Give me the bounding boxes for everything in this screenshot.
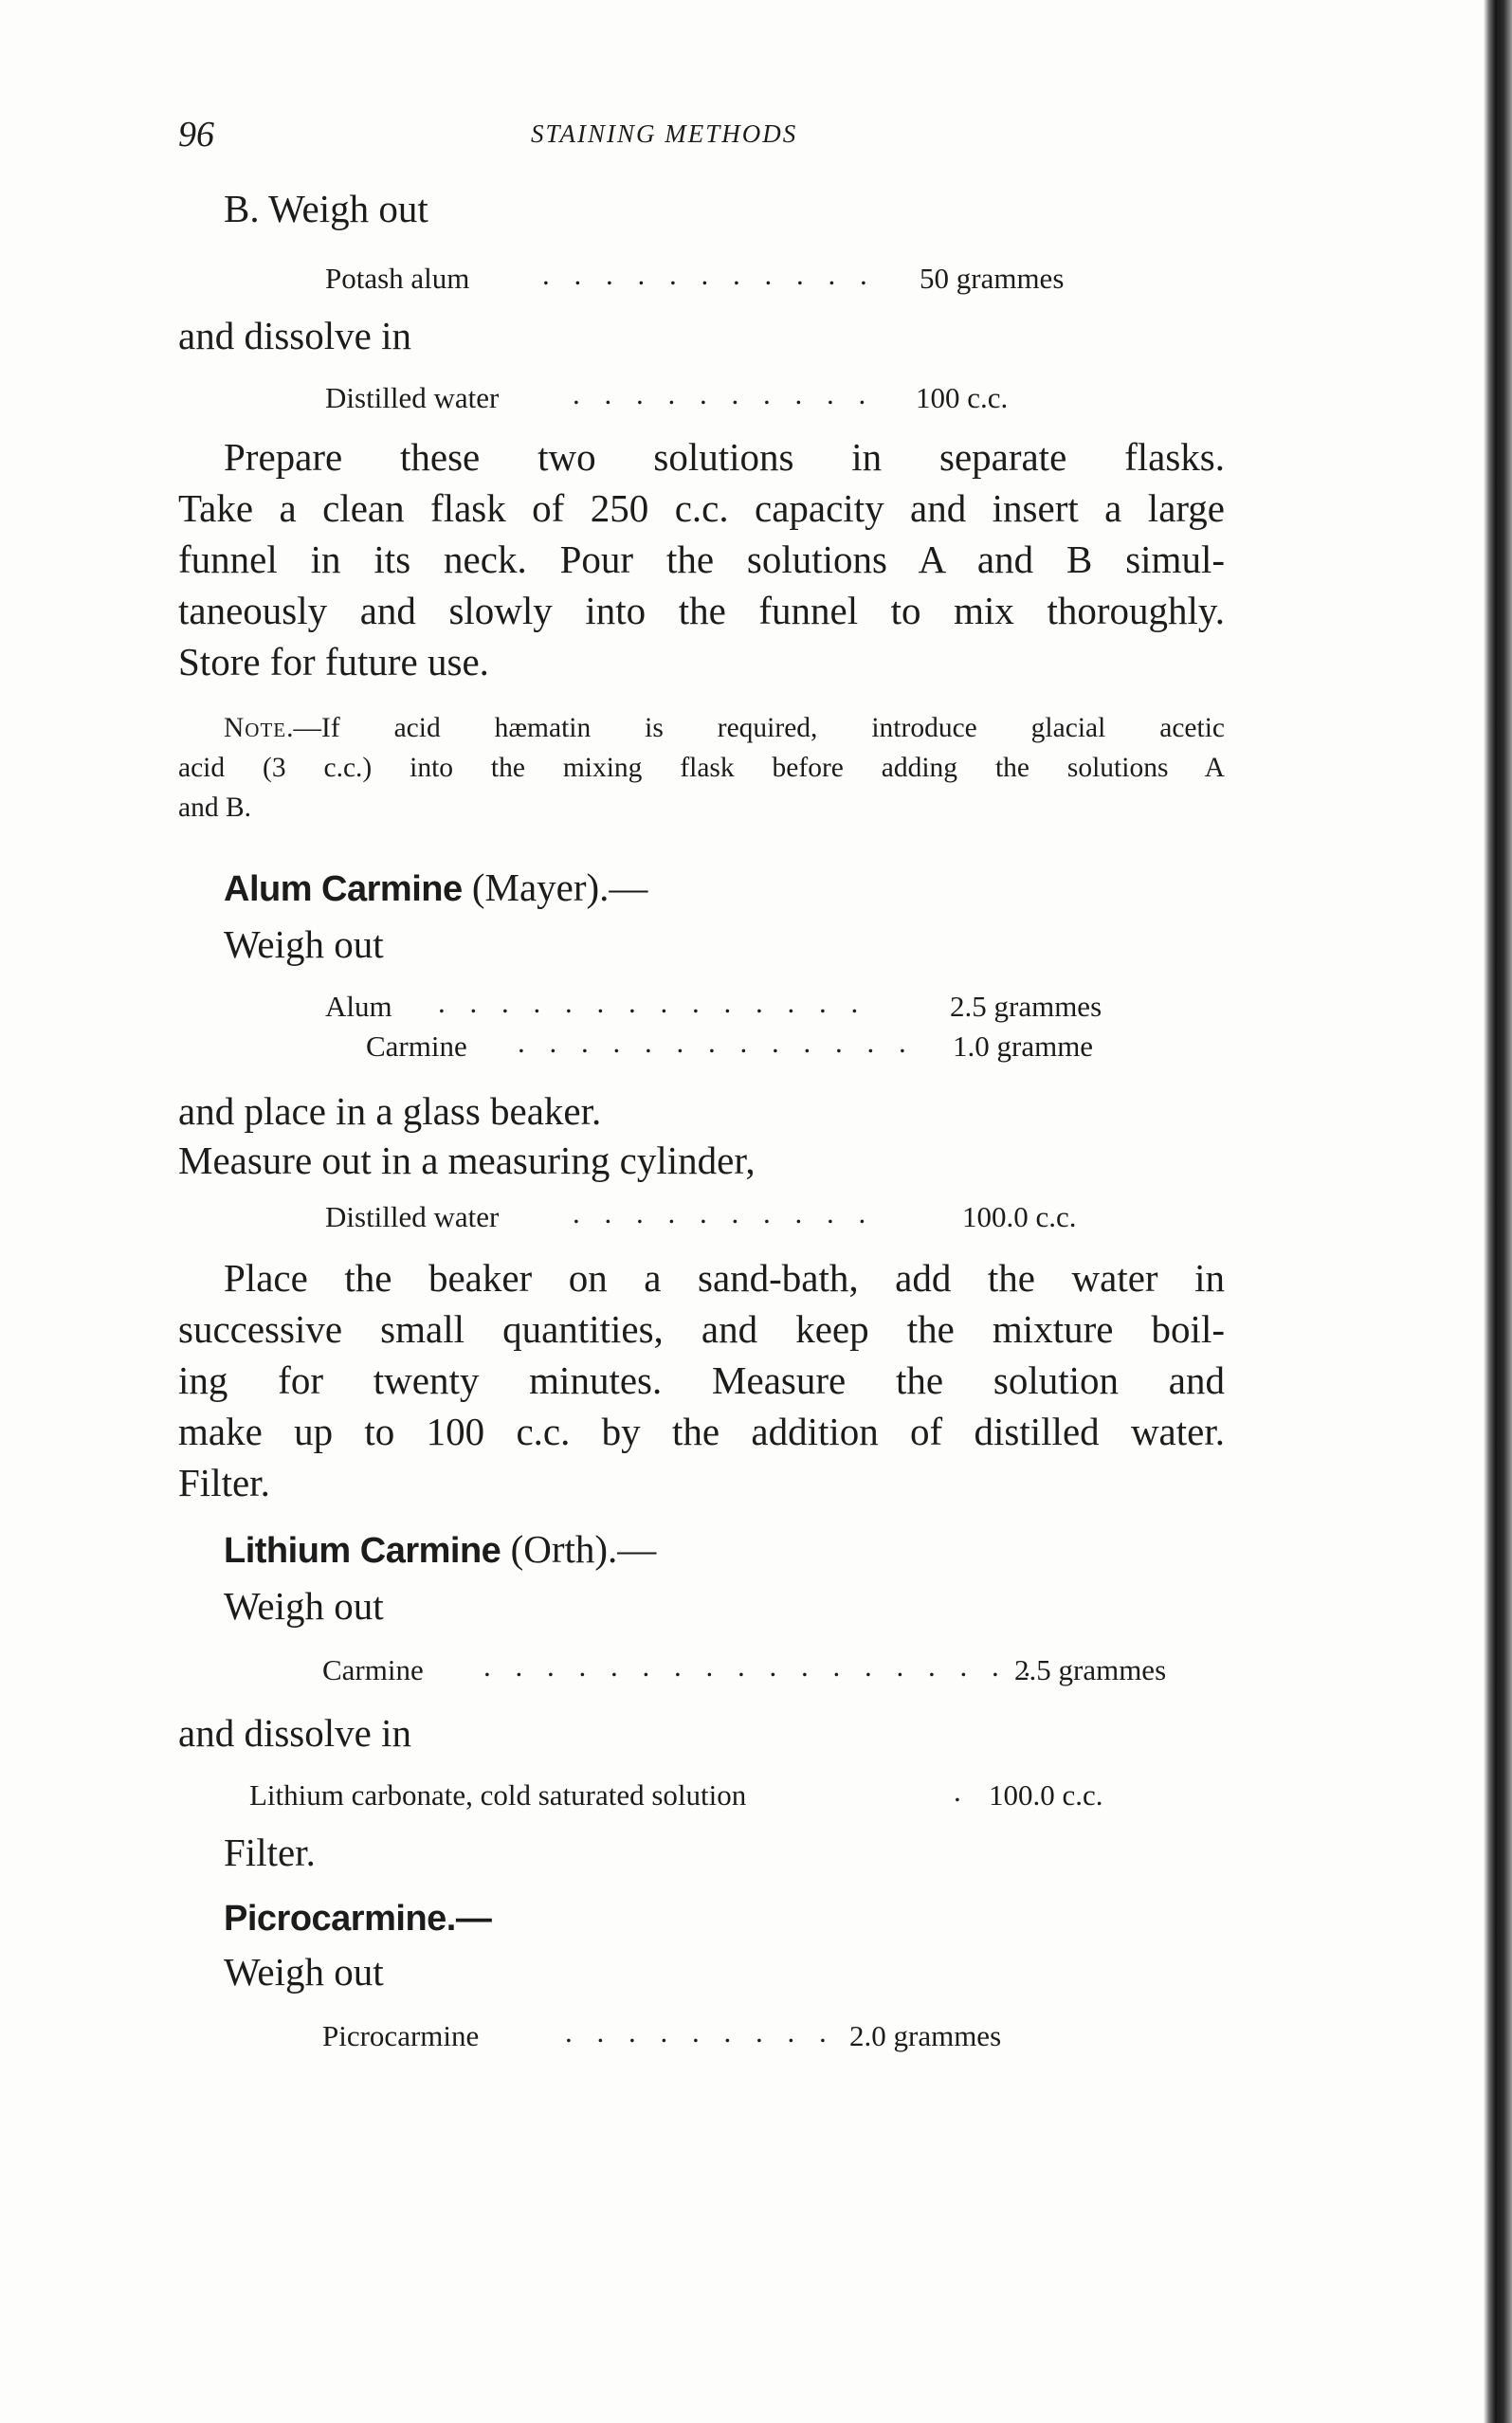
page-edge-shadow xyxy=(1484,0,1512,2423)
place-in-beaker-text: and place in a glass beaker. xyxy=(178,1089,602,1133)
instruction-line-3: funnel in its neck. Pour the solutions A and B simul- xyxy=(178,537,1225,581)
alum-carmine-weigh-out: Weigh out xyxy=(224,922,384,966)
alum-amount: 2.5 grammes xyxy=(950,990,1102,1023)
distilled-water-name: Distilled water xyxy=(325,381,500,414)
potash-alum-name: Potash alum xyxy=(325,262,470,295)
lithium-dissolve-in-text: and dissolve in xyxy=(178,1711,411,1755)
lithium-carbonate-dots: . xyxy=(954,1775,961,1808)
lithium-carmine-heading-rest: (Orth).— xyxy=(501,1527,657,1571)
lithium-carmine-heading-bold: Lithium Carmine xyxy=(224,1531,501,1571)
lithium-carmine-item-amount: 2.5 grammes xyxy=(1014,1653,1167,1686)
picrocarmine-heading xyxy=(224,1894,491,1940)
potash-alum-dots: . . . . . . . . . . . xyxy=(542,258,876,291)
lithium-carmine-item-name: Carmine xyxy=(322,1653,424,1686)
solution-b-title: B. Weigh out xyxy=(224,187,428,230)
carmine-dots: . . . . . . . . . . . . . xyxy=(518,1026,915,1059)
picrocarmine-item-name: Picrocarmine xyxy=(322,2019,480,2052)
alum-carmine-para-line-3: ing for twenty minutes. Measure the solution and xyxy=(178,1358,1225,1402)
alum-carmine-para-line-1: Place the beaker on a sand-bath, add the water in xyxy=(224,1256,1225,1300)
alum-carmine-para-line-5: Filter. xyxy=(178,1461,270,1504)
alum-carmine-para-line-2: successive small quantities, and keep the mixture boil- xyxy=(178,1307,1225,1351)
note-line-1-text: .—If acid hæmatin is required, introduce glacial acetic xyxy=(286,713,1225,743)
dissolve-in-text: and dissolve in xyxy=(178,314,411,357)
note-line-3: and B. xyxy=(178,792,252,823)
picrocarmine-item-dots: . . . . . . . . . xyxy=(565,2015,835,2049)
potash-alum-amount: 50 grammes xyxy=(920,262,1065,295)
page-number: 96 xyxy=(178,115,214,155)
alum-carmine-water-name: Distilled water xyxy=(325,1200,500,1233)
picrocarmine-heading-bold: Picrocarmine.— xyxy=(224,1899,492,1939)
note-line-2: acid (3 c.c.) into the mixing flask before adding the solutions A xyxy=(178,753,1225,783)
lithium-carmine-weigh-out: Weigh out xyxy=(224,1584,384,1628)
lithium-carmine-item-dots: . . . . . . . . . . . . . . . . . . xyxy=(483,1649,1040,1683)
alum-carmine-water-amount: 100.0 c.c. xyxy=(962,1200,1077,1233)
alum-carmine-heading xyxy=(224,865,647,910)
instruction-line-4: taneously and slowly into the funnel to mix thoroughly. xyxy=(178,589,1225,632)
instruction-line-5: Store for future use. xyxy=(178,640,489,683)
measure-out-text: Measure out in a measuring cylinder, xyxy=(178,1139,756,1182)
alum-carmine-heading-bold: Alum Carmine xyxy=(224,869,463,909)
lithium-carbonate-amount: 100.0 c.c. xyxy=(989,1778,1103,1812)
alum-carmine-para-line-4: make up to 100 c.c. by the addition of distilled water. xyxy=(178,1410,1225,1453)
lithium-filter-text: Filter. xyxy=(224,1831,316,1874)
picrocarmine-weigh-out: Weigh out xyxy=(224,1950,384,1994)
instruction-line-1: Prepare these two solutions in separate flasks. xyxy=(224,435,1225,479)
lithium-carbonate-name: Lithium carbonate, cold saturated solution xyxy=(249,1778,747,1812)
running-title: STAINING METHODS xyxy=(531,119,798,148)
alum-name: Alum xyxy=(325,990,392,1023)
note-line-1 xyxy=(224,713,1225,744)
distilled-water-dots: . . . . . . . . . . xyxy=(573,377,875,410)
distilled-water-amount: 100 c.c. xyxy=(916,381,1009,414)
picrocarmine-item-amount: 2.0 grammes xyxy=(849,2019,1002,2052)
alum-dots: . . . . . . . . . . . . . . xyxy=(438,986,867,1019)
lithium-carmine-heading xyxy=(224,1526,656,1572)
alum-carmine-water-dots: . . . . . . . . . . xyxy=(573,1196,875,1230)
carmine-amount: 1.0 gramme xyxy=(953,1029,1094,1063)
carmine-name: Carmine xyxy=(366,1029,467,1063)
alum-carmine-heading-rest: (Mayer).— xyxy=(462,865,648,909)
note-label: Note xyxy=(224,713,287,743)
instruction-line-2: Take a clean flask of 250 c.c. capacity and insert a large xyxy=(178,486,1225,530)
